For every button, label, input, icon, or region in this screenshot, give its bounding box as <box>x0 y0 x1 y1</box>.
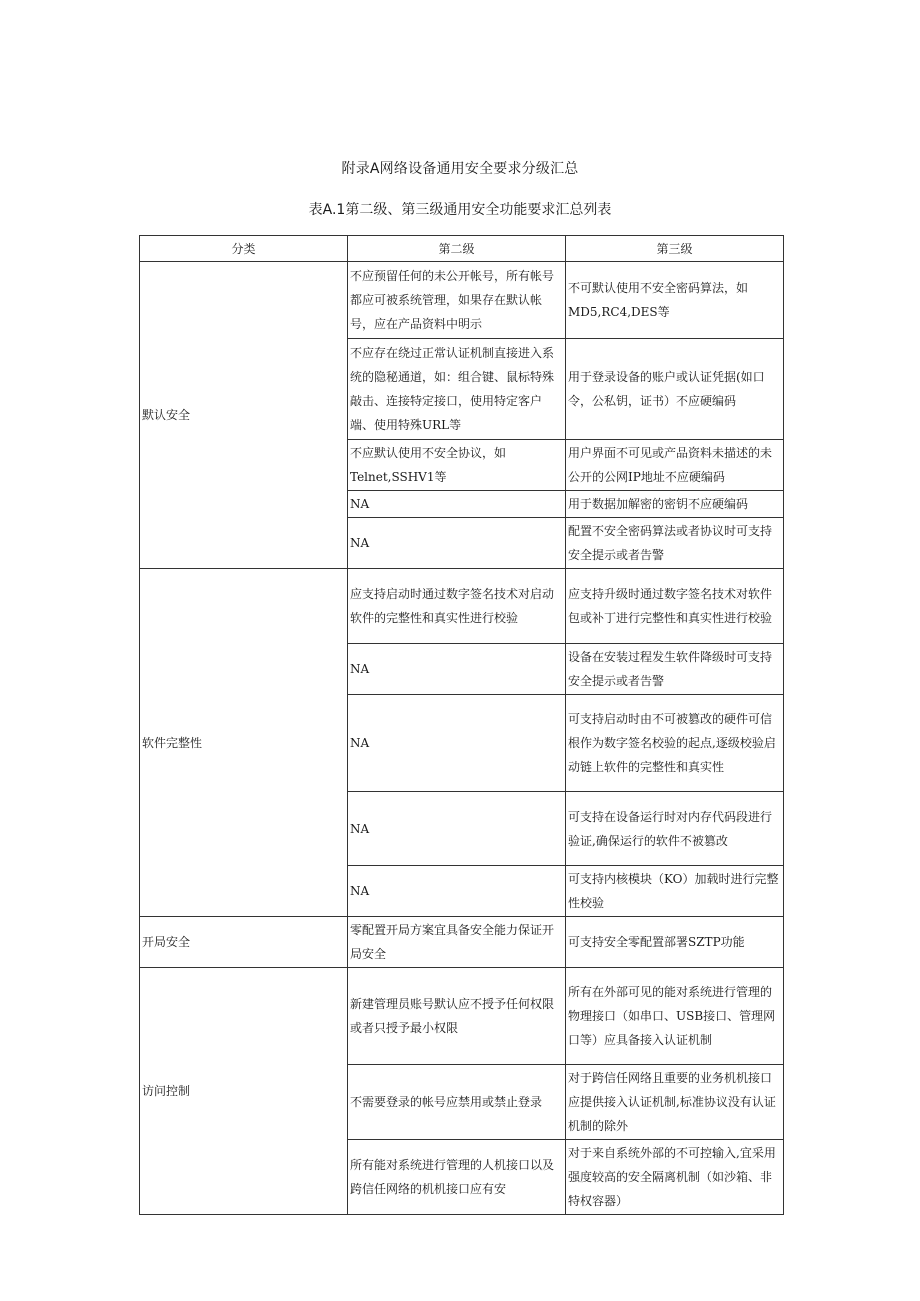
level3-cell: 用户界面不可见或产品资料未描述的未公开的公网IP地址不应硬编码 <box>566 440 784 491</box>
level2-cell: 不应预留任何的未公开帐号，所有帐号都应可被系统管理，如果存在默认帐号，应在产品资料中明示 <box>348 262 566 339</box>
level2-cell: NA <box>348 491 566 518</box>
level2-cell: NA <box>348 866 566 917</box>
table-row <box>140 968 784 1065</box>
level3-cell: 不可默认使用不安全密码算法，如MD5,RC4,DES等 <box>566 262 784 339</box>
level2-cell: 不应存在绕过正常认证机制直接进入系统的隐秘通道，如：组合键、鼠标特殊敲击、连接特定接口，使用特定客户端、使用特殊URL等 <box>348 339 566 440</box>
requirements-table <box>139 235 784 1215</box>
level3-cell: 可支持安全零配置部署SZTP功能 <box>566 917 784 968</box>
level3-cell: 用于登录设备的账户或认证凭据(如口令，公私钥，证书）不应硬编码 <box>566 339 784 440</box>
category-default-security: 默认安全 <box>140 262 348 569</box>
level3-cell: 对于跨信任网络且重要的业务机机接口应提供接入认证机制,标准协议没有认证机制的除外 <box>566 1065 784 1140</box>
level3-cell: 应支持升级时通过数字签名技术对软件包或补丁进行完整性和真实性进行校验 <box>566 569 784 644</box>
level3-cell: 设备在安装过程发生软件降级时可支持安全提示或者告警 <box>566 644 784 695</box>
level2-cell: NA <box>348 792 566 866</box>
level2-cell: 不应默认使用不安全协议，如Telnet,SSHV1等 <box>348 440 566 491</box>
appendix-title: 附录A网络设备通用安全要求分级汇总 <box>341 161 579 177</box>
level2-cell: 所有能对系统进行管理的人机接口以及跨信任网络的机机接口应有安 <box>348 1140 566 1215</box>
level2-cell: NA <box>348 644 566 695</box>
table-caption: 表A.1第二级、第三级通用安全功能要求汇总列表 <box>308 202 612 218</box>
level3-cell: 可支持启动时由不可被篡改的硬件可信根作为数字签名校验的起点,逐级校验启动链上软件的完整性和真实性 <box>566 695 784 792</box>
level3-cell: 可支持内核模块（KO）加载时进行完整性校验 <box>566 866 784 917</box>
level3-cell: 可支持在设备运行时对内存代码段进行验证,确保运行的软件不被篡改 <box>566 792 784 866</box>
level2-cell: 零配置开局方案宜具备安全能力保证开局安全 <box>348 917 566 968</box>
table-row <box>140 569 784 644</box>
level3-cell: 配置不安全密码算法或者协议时可支持安全提示或者告警 <box>566 518 784 569</box>
category-software-integrity: 软件完整性 <box>140 569 348 917</box>
category-deployment-security: 开局安全 <box>140 917 348 968</box>
level3-cell: 对于来自系统外部的不可控输入,宜采用强度较高的安全隔离机制（如沙箱、非特权容器） <box>566 1140 784 1215</box>
level3-cell: 所有在外部可见的能对系统进行管理的物理接口（如串口、USB接口、管理网口等）应具备接入认证机制 <box>566 968 784 1065</box>
level2-cell: 新建管理员账号默认应不授予任何权限或者只授予最小权限 <box>348 968 566 1065</box>
header-level2: 第二级 <box>348 236 566 262</box>
category-access-control: 访问控制 <box>140 968 348 1215</box>
header-category: 分类 <box>140 236 348 262</box>
table-row <box>140 917 784 968</box>
level3-cell: 用于数据加解密的密钥不应硬编码 <box>566 491 784 518</box>
table-row <box>140 262 784 339</box>
header-level3: 第三级 <box>566 236 784 262</box>
level2-cell: NA <box>348 518 566 569</box>
level2-cell: 应支持启动时通过数字签名技术对启动软件的完整性和真实性进行校验 <box>348 569 566 644</box>
level2-cell: NA <box>348 695 566 792</box>
level2-cell: 不需要登录的帐号应禁用或禁止登录 <box>348 1065 566 1140</box>
